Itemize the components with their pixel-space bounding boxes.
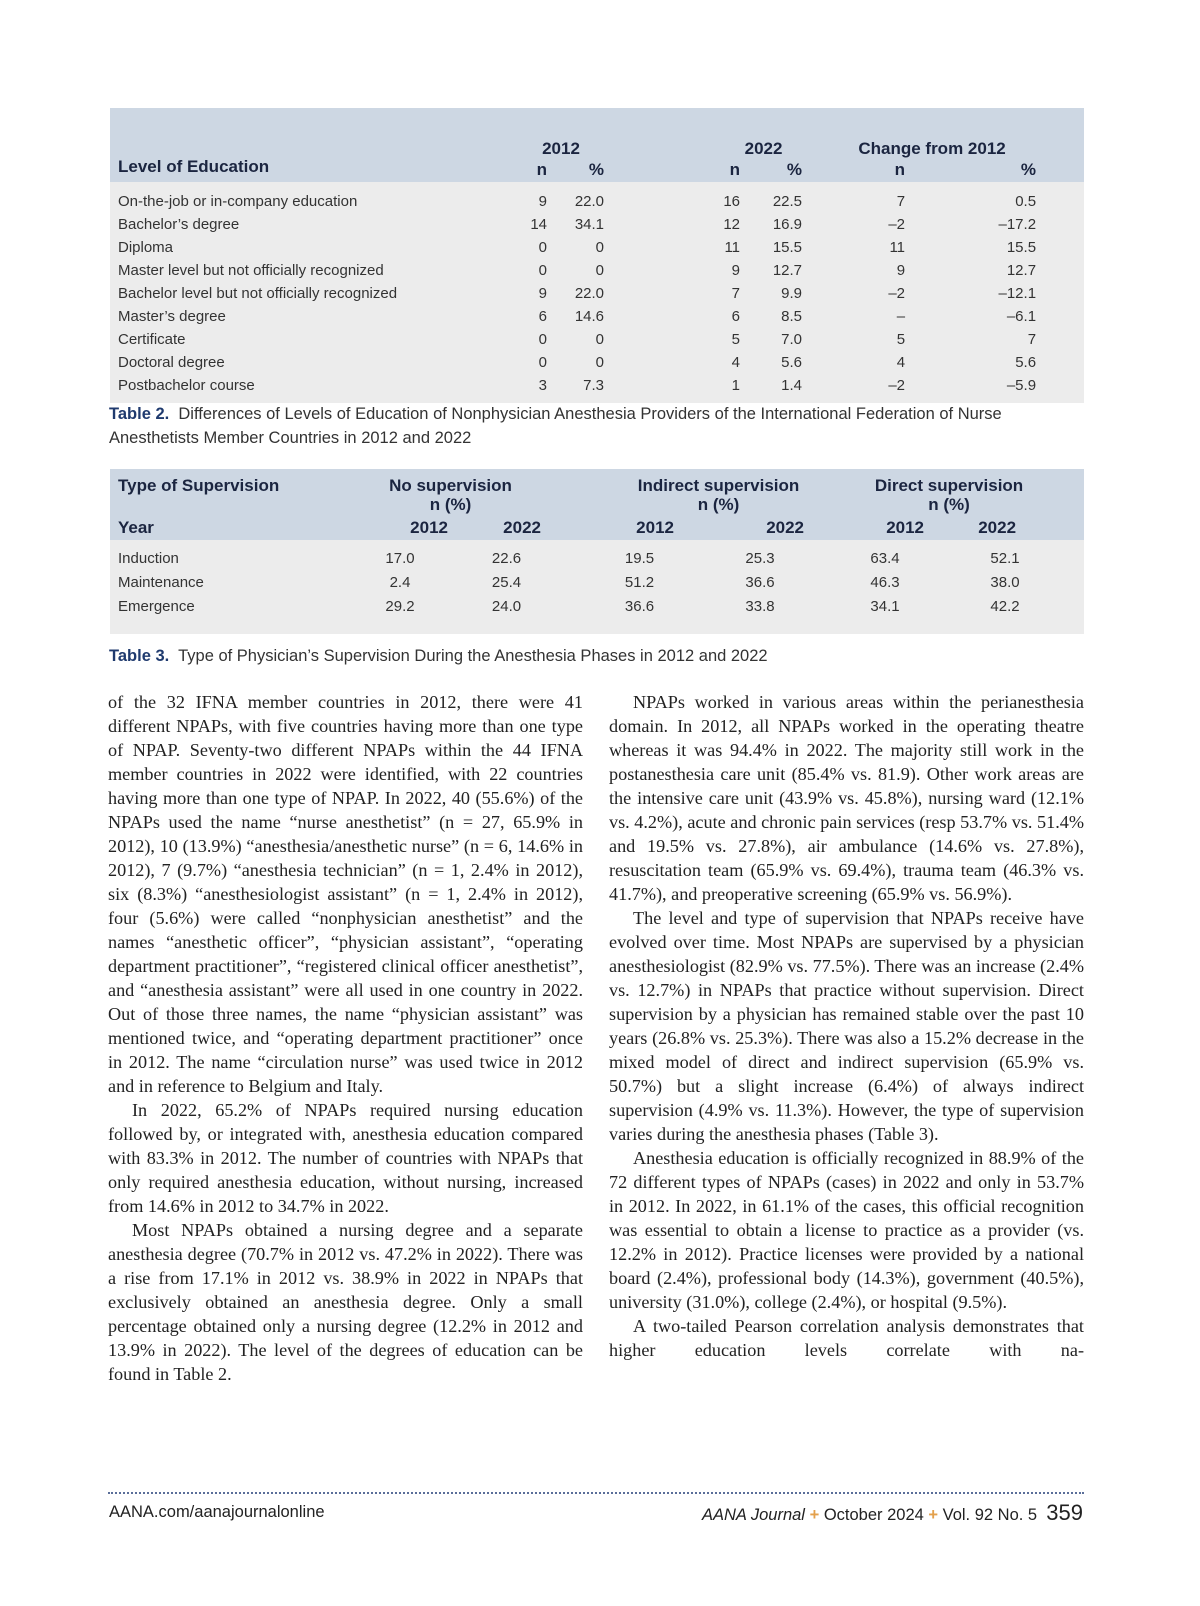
table2-cell-pc: 15.5 (933, 236, 1084, 259)
table2-caption (109, 402, 1069, 450)
table2-cell-n2012: 3 (465, 374, 547, 403)
table2-header-pct: % (745, 158, 840, 182)
table3-cell-direct-2022: 42.2 (936, 594, 1084, 634)
table3-cell-indirect-2012: 19.5 (583, 540, 706, 570)
table-row (110, 236, 1084, 259)
table2-cell-n2012: 9 (465, 282, 547, 305)
table2-cell-p2012: 14.6 (547, 305, 642, 328)
table3-header-year-2012: 2012 (348, 514, 460, 540)
footer-url[interactable]: AANA.com/aanajournalonline (109, 1503, 325, 1521)
table3-cell-no-sup-2022: 24.0 (460, 594, 583, 634)
table3-row-label: Emergence (110, 594, 348, 634)
table2-cell-p2012: 0 (547, 328, 642, 351)
table3-header-year-2012: 2012 (834, 514, 936, 540)
plus-icon: + (928, 1506, 939, 1524)
table2-row-label: Doctoral degree (110, 351, 465, 374)
table2-cell-p2022: 16.9 (745, 213, 840, 236)
table2-row-label: On-the-job or in-company education (110, 182, 465, 213)
table2-header-n: n (465, 158, 547, 182)
table2-cell-n2012: 9 (465, 182, 547, 213)
table-row (110, 594, 1084, 634)
table3-header-year-2022: 2022 (706, 514, 834, 540)
paragraph: In 2022, 65.2% of NPAPs required nursing education followed by, or integrated with, anesthesia education compared with 83.3% in 2012. The number of countries with NPAPs that only required anesthesia education, without nursing, increased from 14.6% in 2012 to 34.7% in 2022. (108, 1100, 583, 1216)
table2-header-pct: % (933, 158, 1084, 182)
table3-cell-no-sup-2012: 29.2 (348, 594, 460, 634)
table2-cell-p2022: 15.5 (745, 236, 840, 259)
table2-cell-p2012: 0 (547, 236, 642, 259)
table3-header-direct-label: Direct supervision (874, 476, 1024, 495)
table-row (110, 570, 1084, 594)
footer-journal: AANA Journal (701, 1506, 805, 1524)
table2-row-label: Bachelor level but not officially recognized (110, 282, 465, 305)
table2-row-label: Bachelor’s degree (110, 213, 465, 236)
table3-cell-indirect-2012: 36.6 (583, 594, 706, 634)
table-row (110, 282, 1084, 305)
table2-cell-n2022: 16 (642, 182, 745, 213)
table2-cell-n2012: 0 (465, 328, 547, 351)
table-row (110, 351, 1084, 374)
table2-header-level: Level of Education (110, 108, 465, 182)
table2-cell-pc: –6.1 (933, 305, 1084, 328)
plus-icon: + (809, 1506, 820, 1524)
table3-row-label: Induction (110, 540, 348, 570)
table2-cell-p2022: 12.7 (745, 259, 840, 282)
table2-cell-pc: –12.1 (933, 282, 1084, 305)
table3-cell-direct-2012: 34.1 (834, 594, 936, 634)
table3-caption (109, 644, 1069, 668)
table-row (110, 540, 1084, 570)
table2-cell-n2012: 0 (465, 351, 547, 374)
table2-cell-nc: 5 (840, 328, 933, 351)
table2-cell-nc: –2 (840, 213, 933, 236)
table3-cell-direct-2022: 38.0 (936, 570, 1084, 594)
table3-cell-direct-2022: 52.1 (936, 540, 1084, 570)
table3-cell-direct-2012: 46.3 (834, 570, 936, 594)
table3-header-type: Type of Supervision (110, 469, 348, 514)
body-column-left (108, 690, 583, 1386)
table2-caption-label: Table 2. (109, 405, 170, 423)
page-number: 359 (1046, 1500, 1083, 1525)
table3-cell-no-sup-2012: 17.0 (348, 540, 460, 570)
table3-header-no-supervision-label: No supervision (389, 476, 512, 495)
table3-header-year-2012: 2012 (583, 514, 706, 540)
table2-cell-p2022: 22.5 (745, 182, 840, 213)
table2-row-label: Postbachelor course (110, 374, 465, 403)
table3-header-npct: n (%) (429, 495, 472, 514)
table3-header-direct (834, 469, 1084, 514)
table2-cell-p2012: 34.1 (547, 213, 642, 236)
paragraph: A two-tailed Pearson correlation analysis demonstrates that higher education levels correlate with na- (609, 1316, 1084, 1360)
table2-cell-pc: –17.2 (933, 213, 1084, 236)
table-row (110, 374, 1084, 403)
paragraph: Most NPAPs obtained a nursing degree and a separate anesthesia degree (70.7% in 2012 vs. 47.2% in 2022). There was a rise from 17.1% in 2012 vs. 38.9% in 2022 in NPAPs that exclusively obtained an anesthesia degree. Only a small percentage obtained only a nursing degree (12.2% in 2012 and 13.9% in 2022). The level of the degrees of education can be found in Table 2. (108, 1220, 583, 1384)
table2-cell-p2012: 0 (547, 351, 642, 374)
table3-cell-indirect-2022: 25.3 (706, 540, 834, 570)
table2-caption-text: Differences of Levels of Education of Nonphysician Anesthesia Providers of the International Federation of Nurse Anesthetists Member Countries in 2012 and 2022 (109, 405, 1002, 447)
table3-cell-direct-2012: 63.4 (834, 540, 936, 570)
table2-cell-p2022: 7.0 (745, 328, 840, 351)
table2-cell-n2022: 1 (642, 374, 745, 403)
table2-header-2022: 2022 (642, 108, 840, 158)
table2-cell-p2022: 8.5 (745, 305, 840, 328)
table2-cell-pc: 5.6 (933, 351, 1084, 374)
table2-cell-n2022: 4 (642, 351, 745, 374)
table2-cell-pc: 7 (933, 328, 1084, 351)
table3-cell-no-sup-2012: 2.4 (348, 570, 460, 594)
footer-divider (108, 1492, 1084, 1494)
table2-header-2012: 2012 (465, 108, 642, 158)
body-column-right (609, 690, 1084, 1362)
table2-cell-p2022: 5.6 (745, 351, 840, 374)
table2-cell-p2022: 9.9 (745, 282, 840, 305)
footer-citation (702, 1500, 1083, 1526)
table2-row-label: Master level but not officially recognized (110, 259, 465, 282)
table2-cell-n2012: 0 (465, 259, 547, 282)
table2-cell-p2012: 0 (547, 259, 642, 282)
paragraph: of the 32 IFNA member countries in 2012, there were 41 different NPAPs, with five countries having more than one type of NPAP. Seventy-two different NPAPs within the 44 IFNA member countries in 2022 were identified, with 22 countries having more than one type of NPAP. In 2022, 40 (55.6%) of the NPAPs used the name “nurse anesthetist” (n = 27, 65.9% in 2012), 10 (13.9%) “anesthesia/anesthetic nurse” (n = 6, 14.6% in 2012), 7 (9.7%) “anesthesia technician” (n = 1, 2.4% in 2012), six (8.3%) “anesthesiologist assistant” (n = 1, 2.4% in 2012), four (5.6%) were called “nonphysician anesthetist” and the names “anesthetic officer”, “physician assistant”, “operating department practitioner”, “registered clinical officer anesthetist”, and “anesthesia assistant” were all used in one country in 2022. Out of those three names, the name “physician assistant” was mentioned twice, and “operating department practitioner” once in 2012. The name “circulation nurse” was used twice in 2012 and in reference to Belgium and Italy. (108, 692, 583, 1096)
table2-header-n: n (840, 158, 933, 182)
table3-header-year-2022: 2022 (460, 514, 583, 540)
table2-cell-n2012: 14 (465, 213, 547, 236)
table3-caption-text: Type of Physician’s Supervision During the Anesthesia Phases in 2012 and 2022 (178, 647, 768, 665)
table2-cell-pc: 12.7 (933, 259, 1084, 282)
table3-header-indirect-label: Indirect supervision (637, 476, 800, 495)
table3-cell-no-sup-2022: 22.6 (460, 540, 583, 570)
table2-cell-nc: 9 (840, 259, 933, 282)
table2-cell-n2022: 11 (642, 236, 745, 259)
table2-cell-nc: – (840, 305, 933, 328)
table2-cell-n2012: 0 (465, 236, 547, 259)
table2-cell-n2012: 6 (465, 305, 547, 328)
table2-row-label: Master’s degree (110, 305, 465, 328)
paragraph: The level and type of supervision that NPAPs receive have evolved over time. Most NPAPs are supervised by a physician anesthesiologist (82.9% vs. 77.5%). There was an increase (2.4% vs. 12.7%) in NPAPs that practice without supervision. Direct supervision by a physician has remained stable over the past 10 years (26.8% vs. 25.3%). There was also a 15.2% decrease in the mixed model of direct and indirect supervision (65.9% vs. 50.7%) but a slight increase (6.4%) of always indirect supervision (4.9% vs. 11.3%). However, the type of supervision varies during the anesthesia phases (Table 3). (609, 908, 1084, 1144)
table2-cell-n2022: 7 (642, 282, 745, 305)
table3-cell-indirect-2022: 36.6 (706, 570, 834, 594)
table2-cell-n2022: 12 (642, 213, 745, 236)
table3-header-year-2022: 2022 (936, 514, 1084, 540)
table3-cell-indirect-2022: 33.8 (706, 594, 834, 634)
table3-header-no-supervision (348, 469, 583, 514)
table2-cell-n2022: 5 (642, 328, 745, 351)
table3-cell-indirect-2012: 51.2 (583, 570, 706, 594)
table-row (110, 328, 1084, 351)
table-row (110, 182, 1084, 213)
table2-cell-nc: –2 (840, 282, 933, 305)
table3-header-indirect (583, 469, 834, 514)
table2-header-pct: % (547, 158, 642, 182)
table2-cell-nc: 11 (840, 236, 933, 259)
table3-caption-label: Table 3. (109, 647, 170, 665)
table-row (110, 259, 1084, 282)
table2-header-change: Change from 2012 (840, 108, 1084, 158)
table2-cell-p2022: 1.4 (745, 374, 840, 403)
table2-cell-nc: 4 (840, 351, 933, 374)
table2-row-label: Certificate (110, 328, 465, 351)
table2-cell-pc: –5.9 (933, 374, 1084, 403)
table3-header-npct: n (%) (697, 495, 740, 514)
table3-header-year: Year (110, 514, 348, 540)
footer-date: October 2024 (823, 1506, 924, 1524)
table2-header-n: n (642, 158, 745, 182)
table2-cell-p2012: 22.0 (547, 182, 642, 213)
table2-row-label: Diploma (110, 236, 465, 259)
table3-header-npct: n (%) (928, 495, 970, 514)
table-3 (110, 469, 1084, 634)
paragraph: Anesthesia education is officially recognized in 88.9% of the 72 different types of NPAPs (cases) in 2022 and only in 53.7% in 2012. In 2022, in 61.1% of the cases, this official recognition was essential to obtain a license to practice as a provider (vs. 12.2% in 2012). Practice licenses were provided by a national board (2.4%), professional body (14.3%), government (40.5%), university (31.0%), college (2.4%), or hospital (9.5%). (609, 1148, 1084, 1312)
table2-cell-n2022: 6 (642, 305, 745, 328)
table3-row-label: Maintenance (110, 570, 348, 594)
table2-cell-pc: 0.5 (933, 182, 1084, 213)
table2-cell-n2022: 9 (642, 259, 745, 282)
table-row (110, 213, 1084, 236)
paragraph: NPAPs worked in various areas within the perianesthesia domain. In 2012, all NPAPs worked in the operating theatre whereas it was 94.4% in 2022. The majority still work in the postanesthesia care unit (85.4% vs. 81.9). Other work areas are the intensive care unit (43.9% vs. 45.8%), nursing ward (12.1% vs. 4.2%), acute and chronic pain services (resp 53.7% vs. 51.4% and 19.5% vs. 27.8%), air ambulance (14.6% vs. 27.8%), resuscitation team (65.9% vs. 69.4%), trauma team (46.3% vs. 41.7%), and preoperative screening (65.9% vs. 56.9%). (609, 692, 1084, 904)
table-2 (110, 108, 1084, 403)
table2-cell-p2012: 22.0 (547, 282, 642, 305)
table3-cell-no-sup-2022: 25.4 (460, 570, 583, 594)
table2-cell-p2012: 7.3 (547, 374, 642, 403)
footer-volume: Vol. 92 No. 5 (942, 1506, 1038, 1524)
table2-cell-nc: 7 (840, 182, 933, 213)
table2-cell-nc: –2 (840, 374, 933, 403)
table-row (110, 305, 1084, 328)
